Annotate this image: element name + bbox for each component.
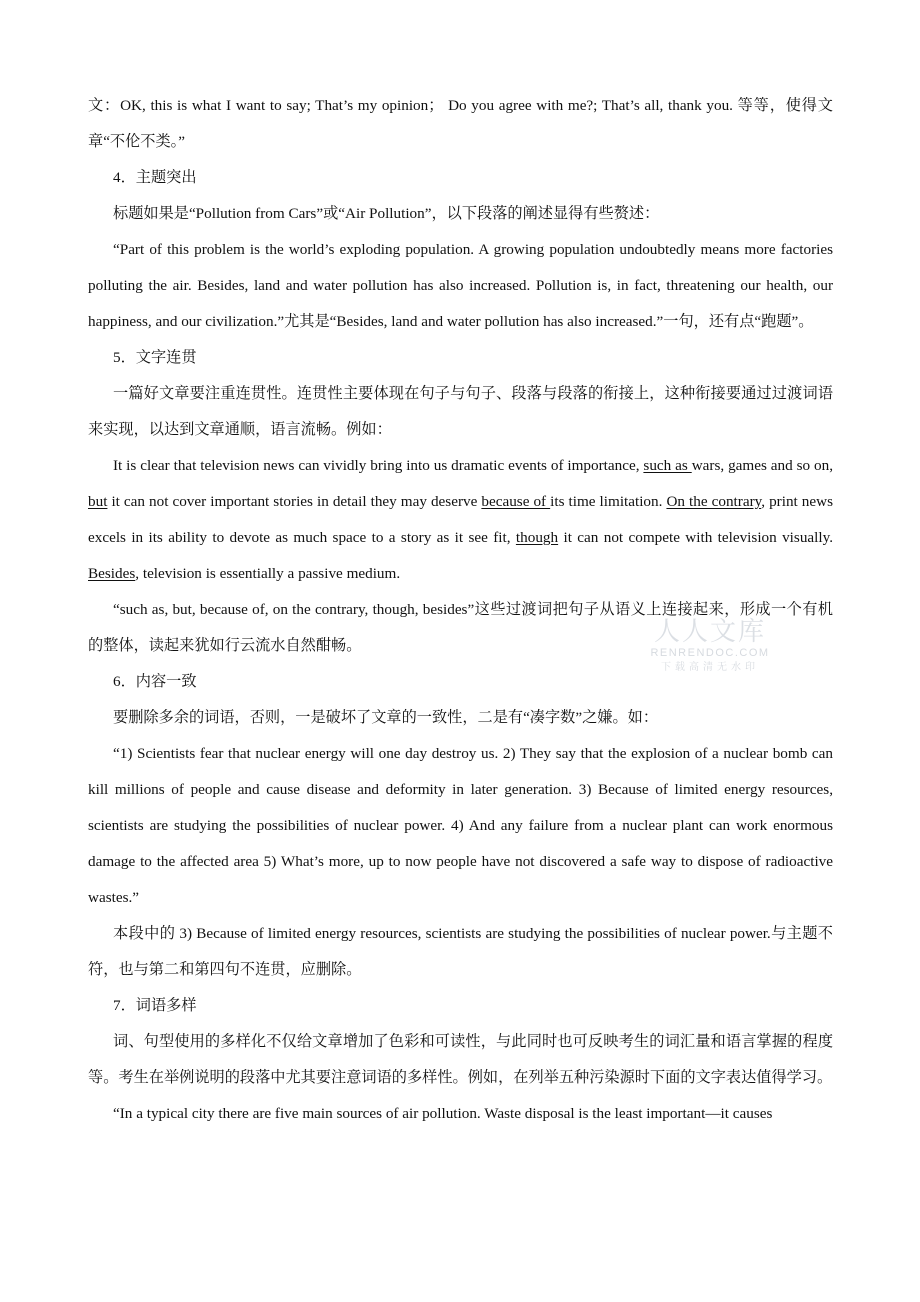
example-quote: “1) Scientists fear that nuclear energy will one day destroy us. 2) They say that the explosion of a nuclear bomb can kill millions of people and cause disease and deformity in later generation. 3) Because of limited energy resources, scientists are studying the possibilities of nuclear power. 4) And any failure from a nuclear plant can work enormous damage to the affected area 5) What’s more, up to now people have not discovered a safe way to dispose of radioactive wastes.” bbox=[88, 745, 833, 906]
text-run: its time limitation. bbox=[550, 493, 667, 510]
section-heading-7: 7．词语多样 bbox=[113, 997, 197, 1014]
text-run: , television is essentially a passive medium. bbox=[135, 565, 401, 582]
underlined-transition: because of bbox=[481, 493, 551, 510]
watermark-slogan: 下载高清无水印 bbox=[661, 662, 759, 673]
paragraph: 要删除多余的词语，否则，一是破坏了文章的一致性，二是有“凑字数”之嫌。如： bbox=[113, 709, 659, 726]
paragraph: 文：OK, this is what I want to say; That’s my opinion； Do you agree with me?; That’s all, thank you. 等等，使得文章“不伦不类。” bbox=[88, 97, 833, 150]
section-heading-4: 4．主题突出 bbox=[113, 169, 197, 186]
text-run: it can not cover important stories in detail they may deserve bbox=[107, 493, 482, 510]
text-run: it can not compete with television visually. bbox=[558, 529, 833, 546]
paragraph: 一篇好文章要注重连贯性。连贯性主要体现在句子与句子、段落与段落的衔接上，这种衔接要通过过渡词语来实现，以达到文章通顺，语言流畅。例如： bbox=[88, 385, 833, 438]
section-heading-5: 5．文字连贯 bbox=[113, 349, 197, 366]
underlined-transition: Besides bbox=[88, 565, 136, 582]
text-run: , print news excels in its ability to devote as much space to a story as it see fit, bbox=[88, 493, 834, 546]
paragraph: “such as, but, because of, on the contrary, though, besides”这些过渡词把句子从语义上连接起来，形成一个有机的整体，读起来犹如行云流水自然酣畅。 bbox=[88, 601, 833, 654]
section-heading-6: 6．内容一致 bbox=[113, 673, 197, 690]
underlined-transition: though bbox=[515, 529, 559, 546]
example-quote: “In a typical city there are five main sources of air pollution. Waste disposal is the least important—it causes bbox=[113, 1105, 773, 1122]
underlined-transition: such as bbox=[643, 457, 692, 474]
text-run: It is clear that television news can vividly bring into us dramatic events of importance, bbox=[113, 457, 644, 474]
underlined-transition: but bbox=[88, 493, 108, 510]
paragraph: 本段中的 3) Because of limited energy resources, scientists are studying the possibilities of nuclear power.与主题不符，也与第二和第四句不连贯，应删除。 bbox=[88, 925, 833, 978]
example-paragraph-transitions bbox=[88, 448, 833, 592]
paragraph: 词、句型使用的多样化不仅给文章增加了色彩和可读性，与此同时也可反映考生的词汇量和语言掌握的程度等。考生在举例说明的段落中尤其要注意词语的多样性。例如，在列举五种污染源时下面的文字表达值得学习。 bbox=[88, 1033, 833, 1086]
document-page bbox=[88, 88, 833, 1132]
underlined-transition: On the contrary bbox=[666, 493, 762, 510]
watermark-title: 人人文库 bbox=[653, 617, 766, 647]
watermark-domain: RENRENDOC.COM bbox=[650, 647, 770, 659]
paragraph: 标题如果是“Pollution from Cars”或“Air Pollution”，以下段落的阐述显得有些赘述： bbox=[113, 205, 660, 222]
text-run: wars, games and so on, bbox=[691, 457, 833, 474]
example-quote: “Part of this problem is the world’s exploding population. A growing population undoubtedly means more factories polluting the air. Besides, land and water pollution has also increased. Pollution is, in fact, threatening our health, our happiness, and our civilization.”尤其是“Besides, land and water pollution has also increased.”一句，还有点“跑题”。 bbox=[88, 241, 833, 330]
